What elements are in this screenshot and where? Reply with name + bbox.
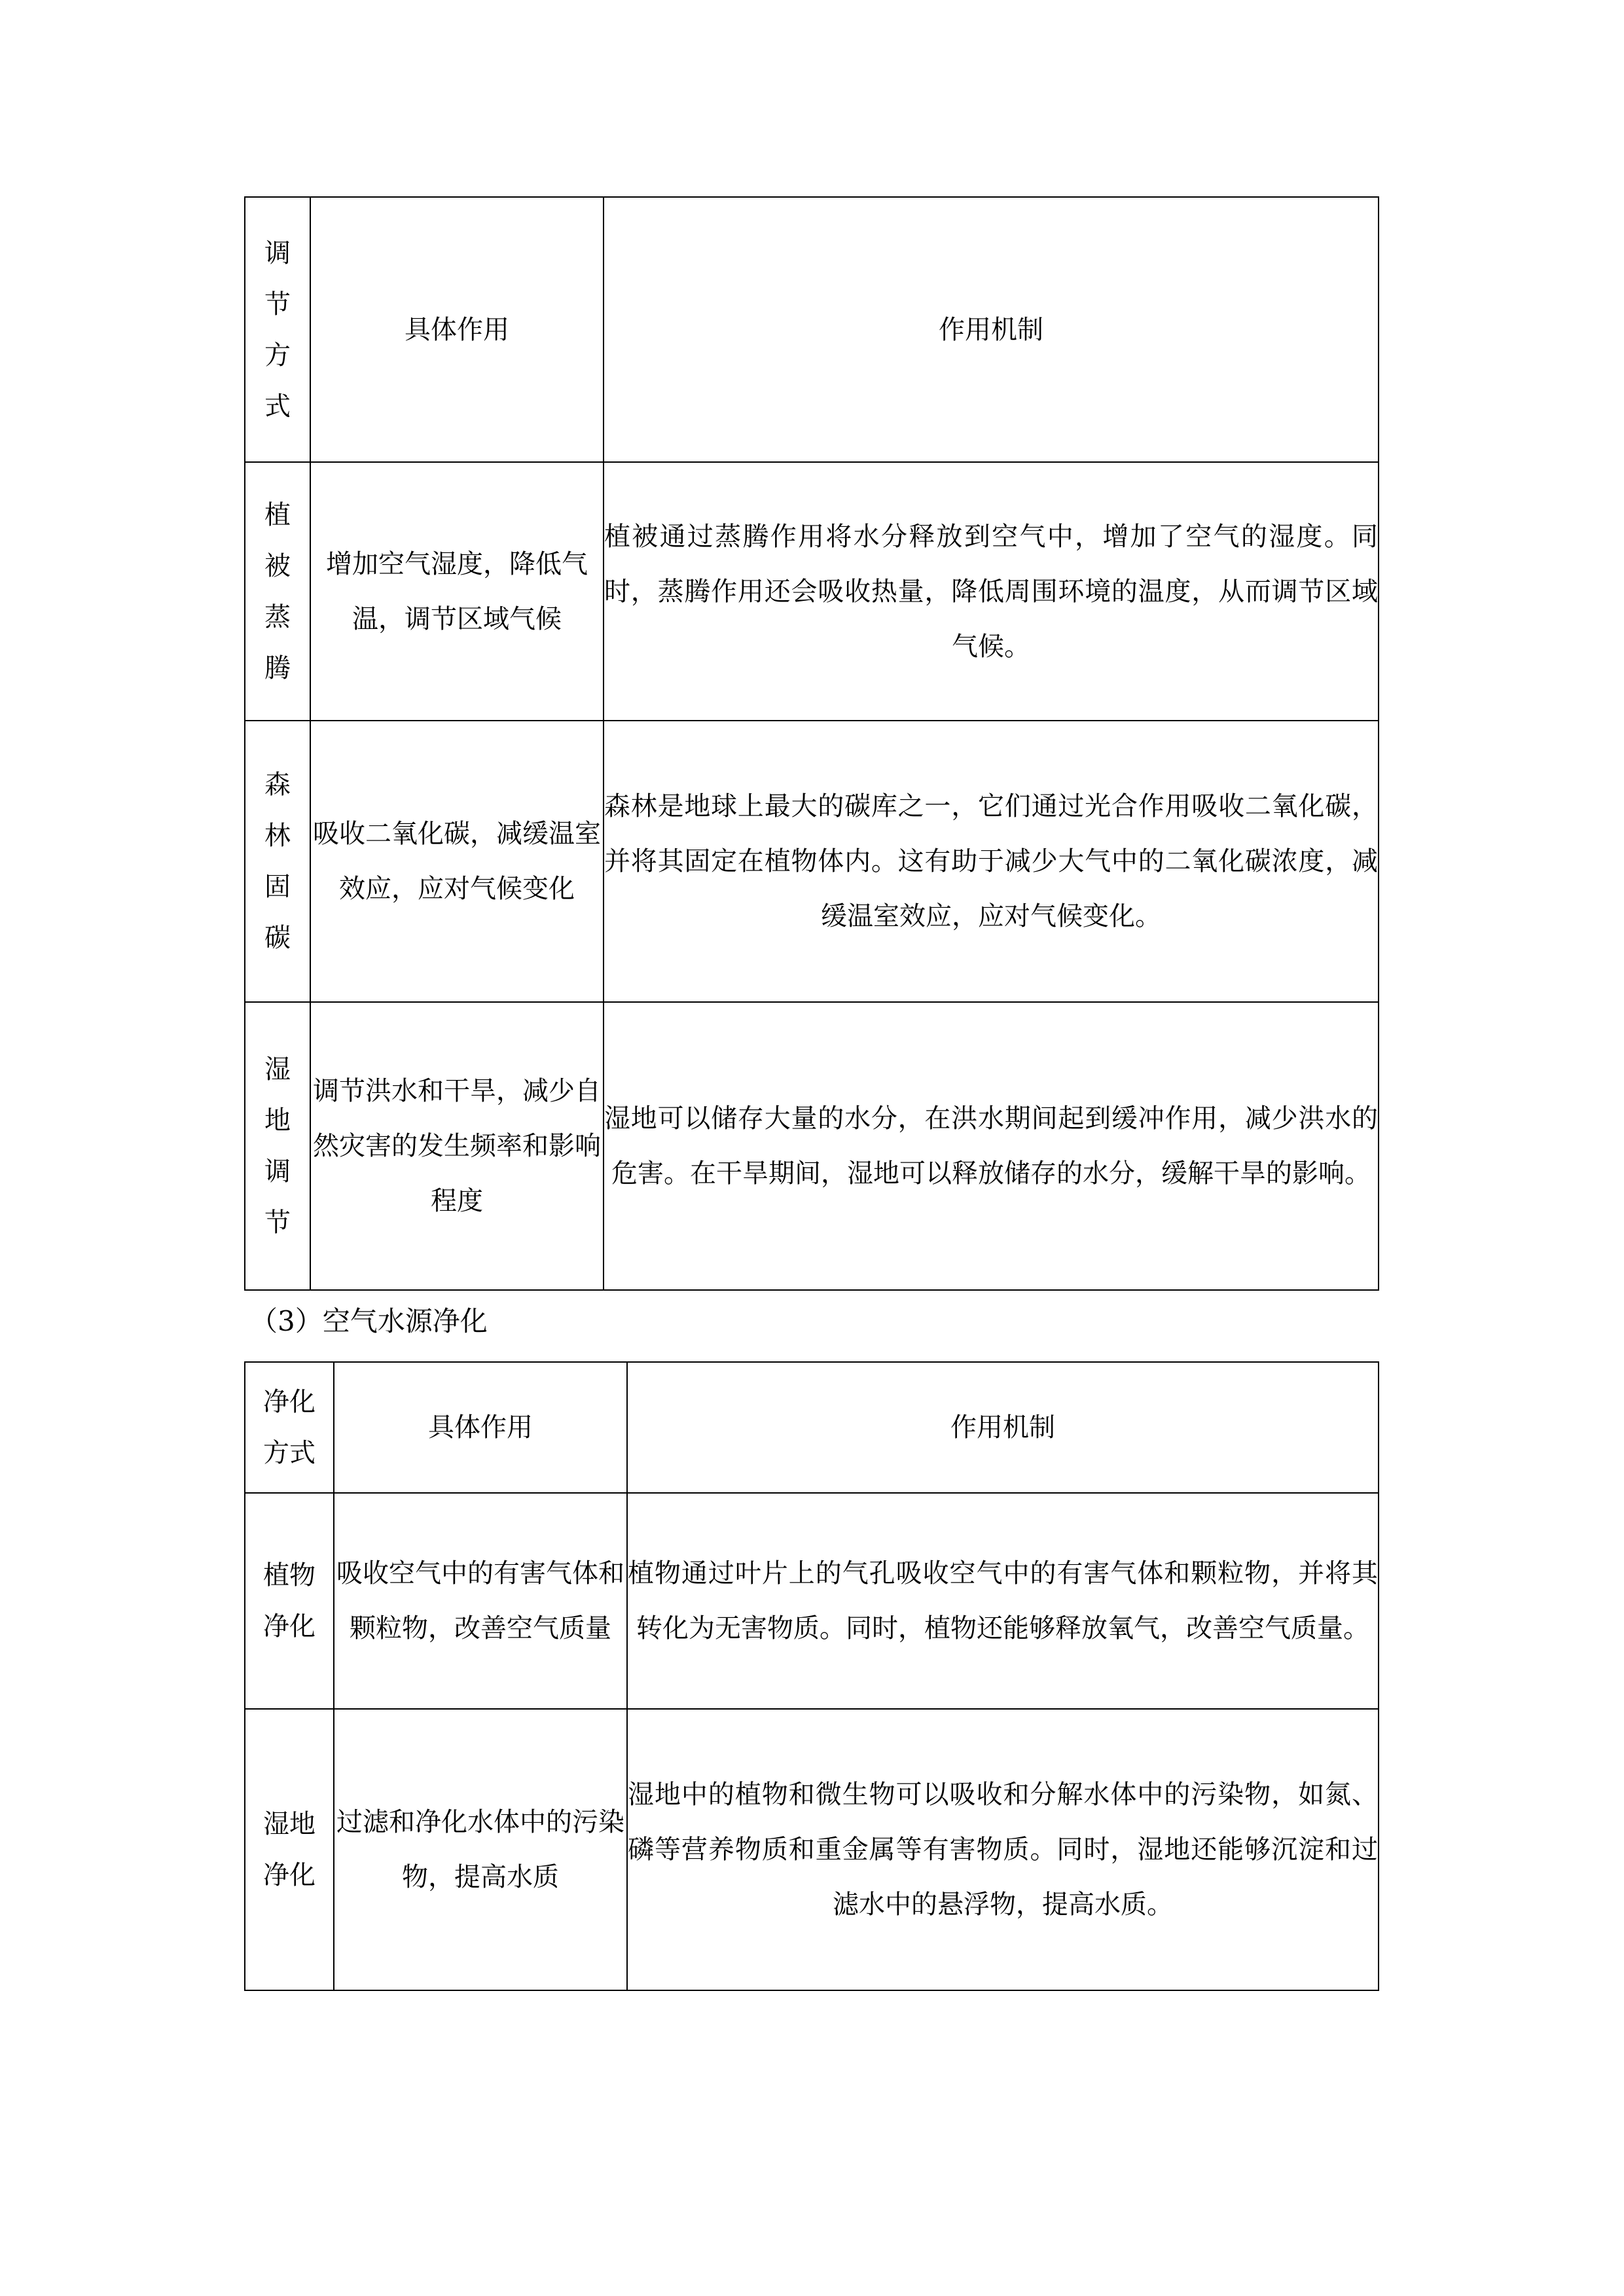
way-char: 碳 — [264, 923, 291, 953]
cell-effect: 调节洪水和干旱，减少自然灾害的发生频率和影响程度 — [310, 1002, 604, 1290]
cell-mechanism: 湿地中的植物和微生物可以吸收和分解水体中的污染物，如氮、磷等营养物质和重金属等有害物质。同时，湿地还能够沉淀和过滤水中的悬浮物，提高水质。 — [627, 1709, 1379, 1990]
way-line: 湿地 — [263, 1809, 316, 1839]
table-header-row — [245, 197, 1379, 462]
cell-effect: 吸收二氧化碳，减缓温室效应，应对气候变化 — [310, 721, 604, 1002]
header-cell-effect: 具体作用 — [334, 1362, 627, 1493]
header-way-char: 调 — [264, 238, 291, 268]
way-line: 净化 — [263, 1860, 316, 1890]
way-char: 湿 — [264, 1054, 291, 1085]
way-char: 固 — [264, 872, 291, 902]
way-char: 蒸 — [264, 601, 291, 632]
cell-effect: 过滤和净化水体中的污染物，提高水质 — [334, 1709, 627, 1990]
way-char: 植 — [264, 499, 291, 530]
cell-way — [245, 462, 310, 721]
section-heading-3: （3）空气水源净化 — [250, 1305, 488, 1337]
cell-mechanism: 森林是地球上最大的碳库之一，它们通过光合作用吸收二氧化碳，并将其固定在植物体内。这有助于减少大气中的二氧化碳浓度，减缓温室效应，应对气候变化。 — [604, 721, 1379, 1002]
cell-way — [245, 1709, 334, 1990]
header-way-line: 方式 — [263, 1438, 316, 1468]
table-row — [245, 1493, 1379, 1709]
way-char: 林 — [264, 821, 291, 851]
cell-effect: 增加空气湿度，降低气温，调节区域气候 — [310, 462, 604, 721]
cell-mechanism: 植被通过蒸腾作用将水分释放到空气中，增加了空气的湿度。同时，蒸腾作用还会吸收热量，降低周围环境的温度，从而调节区域气候。 — [604, 462, 1379, 721]
header-cell-way — [245, 197, 310, 462]
way-char: 被 — [264, 550, 291, 581]
cell-mechanism: 湿地可以储存大量的水分，在洪水期间起到缓冲作用，减少洪水的危害。在干旱期间，湿地可以释放储存的水分，缓解干旱的影响。 — [604, 1002, 1379, 1290]
way-char: 调 — [264, 1157, 291, 1187]
way-char: 腾 — [264, 653, 291, 683]
header-cell-effect: 具体作用 — [310, 197, 604, 462]
cell-way — [245, 721, 310, 1002]
table-header-row — [245, 1362, 1379, 1493]
table-row — [245, 1709, 1379, 1990]
header-way-char: 方 — [264, 340, 291, 370]
header-cell-purification-way — [245, 1362, 334, 1493]
header-cell-mechanism: 作用机制 — [627, 1362, 1379, 1493]
table-row — [245, 1002, 1379, 1290]
header-way-line: 净化 — [263, 1387, 316, 1417]
table-row — [245, 462, 1379, 721]
way-char: 节 — [264, 1208, 291, 1238]
way-char: 地 — [264, 1105, 291, 1136]
header-way-char: 节 — [264, 289, 291, 319]
cell-mechanism: 植物通过叶片上的气孔吸收空气中的有害气体和颗粒物，并将其转化为无害物质。同时，植物还能够释放氧气，改善空气质量。 — [627, 1493, 1379, 1709]
cell-way — [245, 1493, 334, 1709]
table-row — [245, 721, 1379, 1002]
way-line: 植物 — [263, 1560, 316, 1590]
air-water-purification-table — [244, 1361, 1379, 1991]
cell-way — [245, 1002, 310, 1290]
cell-effect: 吸收空气中的有害气体和颗粒物，改善空气质量 — [334, 1493, 627, 1709]
header-cell-mechanism: 作用机制 — [604, 197, 1379, 462]
header-way-char: 式 — [264, 391, 291, 422]
way-char: 森 — [264, 770, 291, 800]
climate-regulation-table — [244, 196, 1379, 1291]
way-line: 净化 — [263, 1611, 316, 1641]
